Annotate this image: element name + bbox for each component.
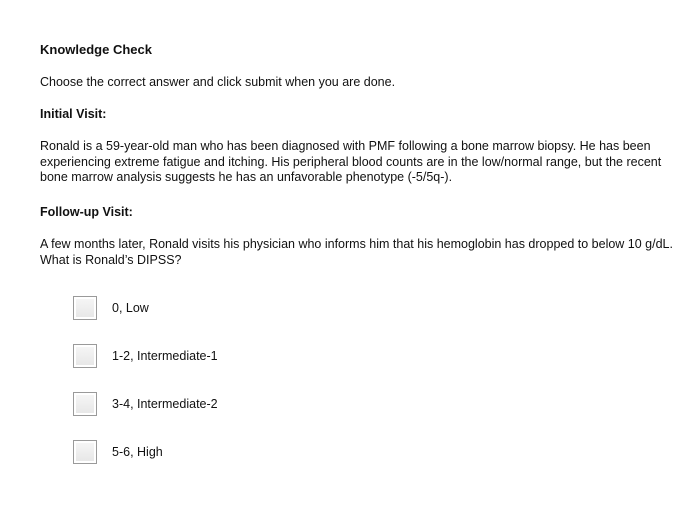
answer-label-low[interactable]: 0, Low — [112, 301, 149, 315]
followup-visit-heading: Follow-up Visit: — [40, 205, 133, 219]
page-title: Knowledge Check — [40, 42, 152, 57]
answer-options — [73, 294, 218, 486]
answer-checkbox-low[interactable] — [73, 296, 97, 320]
answer-label-intermediate-1[interactable]: 1-2, Intermediate-1 — [112, 349, 218, 363]
answer-option-low[interactable] — [73, 294, 218, 322]
initial-visit-text: Ronald is a 59-year-old man who has been diagnosed with PMF following a bone marrow biopsy. He has been experiencing extreme fatigue and itching. His peripheral blood counts are in the low/normal range, but the recent bone marrow analysis suggests he has an unfavorable phenotype (-5/5q-). — [40, 139, 662, 184]
instructions-text: Choose the correct answer and click submit when you are done. — [40, 75, 396, 89]
answer-label-intermediate-2[interactable]: 3-4, Intermediate-2 — [112, 397, 218, 411]
answer-option-high[interactable] — [73, 438, 218, 466]
answer-checkbox-intermediate-2[interactable] — [73, 392, 97, 416]
initial-visit-heading: Initial Visit: — [40, 107, 107, 121]
answer-label-high[interactable]: 5-6, High — [112, 445, 163, 459]
followup-visit-text: A few months later, Ronald visits his physician who informs him that his hemoglobin has dropped to below 10 g/dL. What is Ronald’s DIPSS? — [40, 237, 673, 267]
answer-option-intermediate-1[interactable] — [73, 342, 218, 370]
answer-option-intermediate-2[interactable] — [73, 390, 218, 418]
answer-checkbox-high[interactable] — [73, 440, 97, 464]
answer-checkbox-intermediate-1[interactable] — [73, 344, 97, 368]
